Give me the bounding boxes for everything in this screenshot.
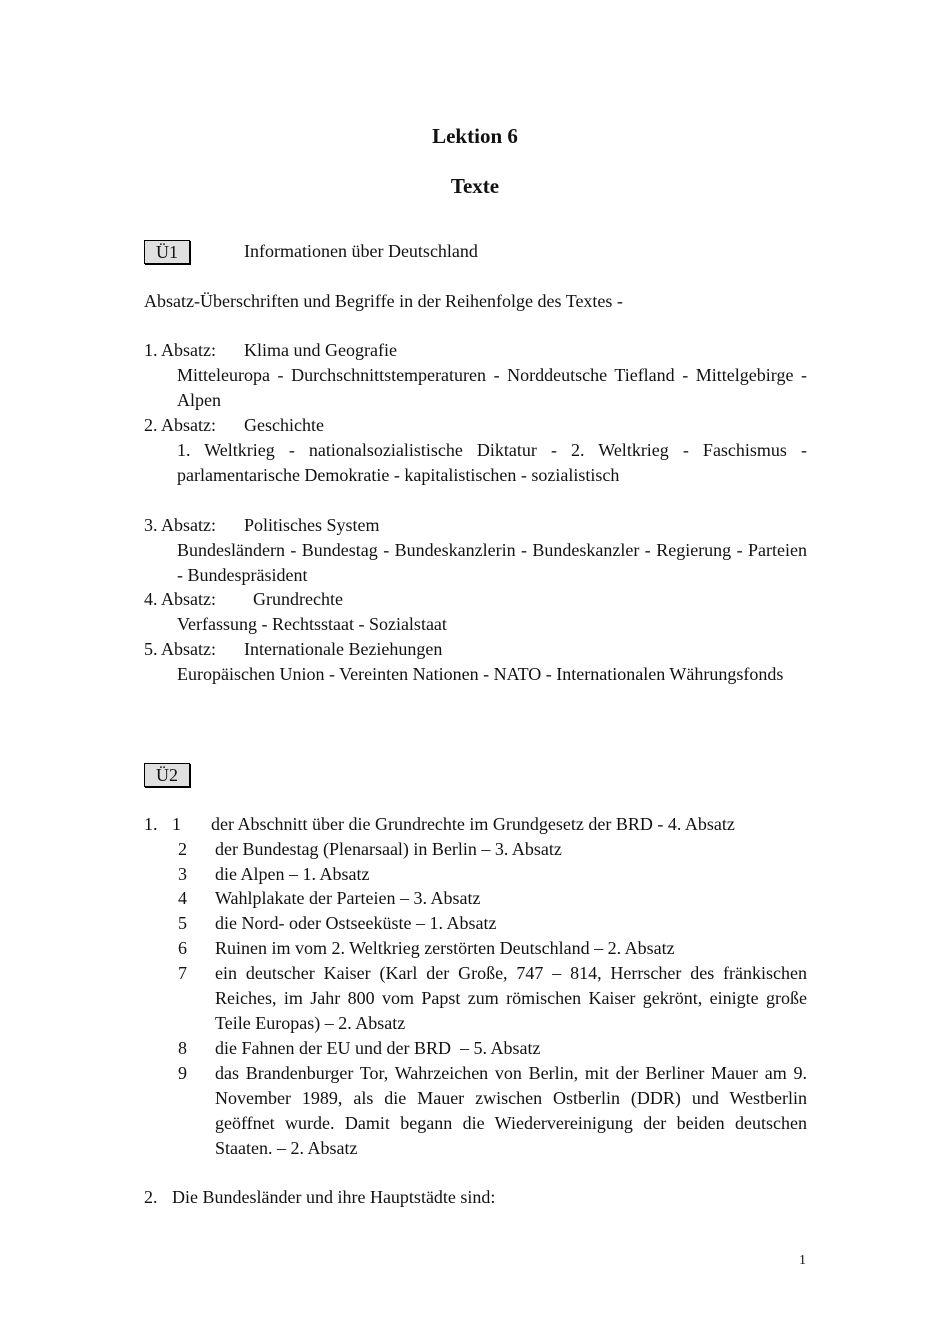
page-number: 1 [799, 1253, 806, 1268]
paragraph-terms: 1. Weltkrieg - nationalsozialistische Diktatur - 2. Weltkrieg - Faschismus - parlamentarische Demokratie - kapitalistischen - sozialistisch [177, 440, 807, 485]
item-number: 7 [178, 963, 187, 983]
lesson-title: Lektion 6 [432, 124, 518, 148]
task-number: 2. [144, 1187, 158, 1207]
exercise-box-u1: Ü1 [144, 240, 190, 264]
item-text: die Nord- oder Ostseeküste – 1. Absatz [215, 913, 497, 933]
item-text: Wahlplakate der Parteien – 3. Absatz [215, 888, 481, 908]
item-number: 9 [178, 1063, 187, 1083]
paragraph-label: 3. Absatz: [144, 515, 216, 535]
paragraph-terms: Europäischen Union - Vereinten Nationen - NATO - Internationalen Währungsfonds [177, 664, 784, 684]
item-text: der Abschnitt über die Grundrechte im Grundgesetz der BRD - 4. Absatz [211, 814, 735, 834]
item-number: 6 [178, 938, 187, 958]
task-number: 1. [144, 814, 158, 834]
task-text: Die Bundesländer und ihre Hauptstädte sind: [172, 1187, 496, 1207]
item-text: das Brandenburger Tor, Wahrzeichen von Berlin, mit der Berliner Mauer am 9. November 1989, als die Mauer zwischen Ostberlin (DDR) und Westberlin geöffnet wurde. Damit begann die Wiedervereinigung der beiden deutschen Staaten. – 2. Absatz [215, 1063, 807, 1158]
item-text: Ruinen im vom 2. Weltkrieg zerstörten Deutschland – 2. Absatz [215, 938, 675, 958]
paragraph-label: 4. Absatz: [144, 589, 216, 609]
paragraph-label: 5. Absatz: [144, 639, 216, 659]
exercise-intro: Absatz-Überschriften und Begriffe in der Reihenfolge des Textes - [144, 291, 623, 311]
item-number: 2 [178, 839, 187, 859]
item-number: 4 [178, 888, 187, 908]
paragraph-heading: Geschichte [244, 415, 324, 435]
paragraph-heading: Grundrechte [253, 589, 343, 609]
item-number: 1 [172, 814, 181, 834]
exercise-title: Informationen über Deutschland [244, 241, 478, 261]
paragraph-terms: Verfassung - Rechtsstaat - Sozialstaat [177, 614, 447, 634]
item-text: der Bundestag (Plenarsaal) in Berlin – 3. Absatz [215, 839, 562, 859]
item-number: 5 [178, 913, 187, 933]
section-title: Texte [450, 174, 500, 198]
paragraph-label: 2. Absatz: [144, 415, 216, 435]
paragraph-heading: Politisches System [244, 515, 380, 535]
item-number: 3 [178, 864, 187, 884]
item-text: die Fahnen der EU und der BRD – 5. Absatz [215, 1038, 541, 1058]
item-text: ein deutscher Kaiser (Karl der Große, 747 – 814, Herrscher des fränkischen Reiches, im Jahr 800 vom Papst zum römischen Kaiser gekrönt, einigte große Teile Europas) – 2. Absatz [215, 963, 807, 1033]
exercise-box-u2: Ü2 [144, 763, 190, 787]
paragraph-terms: Mitteleuropa - Durchschnittstemperaturen - Norddeutsche Tiefland - Mittelgebirge - Alpen [177, 365, 807, 410]
paragraph-heading: Klima und Geografie [244, 340, 397, 360]
paragraph-heading: Internationale Beziehungen [244, 639, 443, 659]
item-text: die Alpen – 1. Absatz [215, 864, 370, 884]
paragraph-label: 1. Absatz: [144, 340, 216, 360]
item-number: 8 [178, 1038, 187, 1058]
paragraph-terms: Bundesländern - Bundestag - Bundeskanzlerin - Bundeskanzler - Regierung - Parteien - Bundespräsident [177, 540, 807, 585]
